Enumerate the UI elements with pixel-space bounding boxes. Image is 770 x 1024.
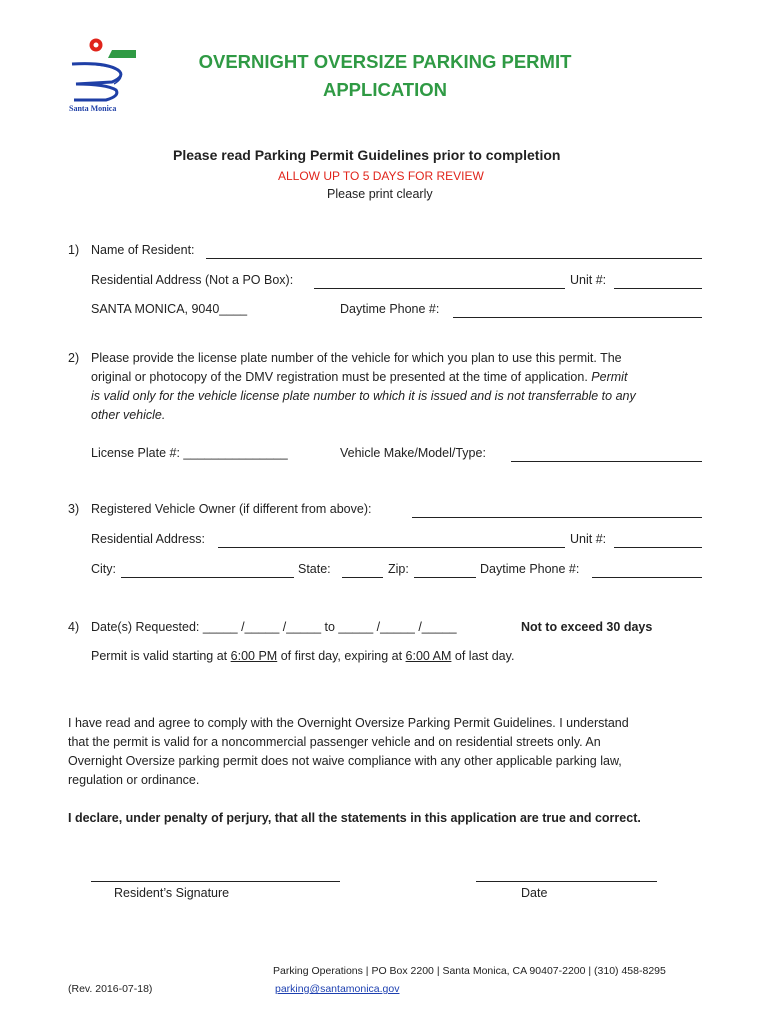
residential-address-field[interactable]: [314, 288, 565, 289]
vehicle-make-field[interactable]: [511, 461, 702, 462]
print-notice: Please print clearly: [327, 187, 433, 201]
section-4-number: 4): [68, 620, 80, 634]
vehicle-owner-label: Registered Vehicle Owner (if different from above):: [91, 502, 372, 516]
section-2-text-line4: other vehicle.: [91, 408, 166, 422]
agreement-line4: regulation or ordinance.: [68, 773, 200, 787]
city-zip-text[interactable]: SANTA MONICA, 9040____: [91, 302, 248, 316]
end-time: 6:00 AM: [405, 649, 452, 663]
vehicle-make-label: Vehicle Make/Model/Type:: [340, 446, 486, 460]
start-time: 6:00 PM: [230, 649, 278, 663]
agreement-line2: that the permit is valid for a noncommercial passenger vehicle and on residential streets only. An: [68, 735, 601, 749]
date-label: Date: [521, 886, 548, 900]
owner-unit-field[interactable]: [614, 547, 702, 548]
permit-validity-text: [91, 649, 514, 663]
santa-monica-logo-icon: [66, 34, 156, 104]
signature-field[interactable]: [91, 881, 340, 882]
daytime-phone-label: Daytime Phone #:: [340, 302, 440, 316]
valid-prefix: Permit is valid starting at: [91, 649, 228, 663]
license-plate-field[interactable]: License Plate #: _______________: [91, 446, 288, 460]
owner-address-label: Residential Address:: [91, 532, 205, 546]
resident-name-field[interactable]: [206, 258, 702, 259]
owner-unit-label: Unit #:: [570, 532, 607, 546]
section-3-number: 3): [68, 502, 80, 516]
owner-zip-label: Zip:: [388, 562, 409, 576]
owner-state-field[interactable]: [342, 577, 383, 578]
daytime-phone-field[interactable]: [453, 317, 702, 318]
logo-wordmark: Santa Monica: [69, 104, 117, 113]
section-1-number: 1): [68, 243, 80, 257]
agreement-line1: I have read and agree to comply with the Overnight Oversize Parking Permit Guidelines. I understand: [68, 716, 629, 730]
owner-address-field[interactable]: [218, 547, 565, 548]
signature-label: Resident’s Signature: [114, 886, 230, 900]
review-notice: ALLOW UP TO 5 DAYS FOR REVIEW: [278, 169, 484, 183]
section-2-text-line2: [91, 370, 627, 384]
guidelines-instruction: Please read Parking Permit Guidelines prior to completion: [173, 147, 561, 163]
owner-city-field[interactable]: [121, 577, 294, 578]
resident-name-label: Name of Resident:: [91, 243, 195, 257]
valid-suffix: of last day.: [454, 649, 515, 663]
dates-requested-field[interactable]: Date(s) Requested: _____ /_____ /_____ to _____ /_____ /_____: [91, 620, 457, 634]
section-2-text-line1: Please provide the license plate number of the vehicle for which you plan to use this permit. The: [91, 351, 622, 365]
section-2-text-line2a: original or photocopy of the DMV registration must be presented at the time of application.: [91, 370, 588, 384]
email-link[interactable]: parking@santamonica.gov: [275, 983, 400, 995]
owner-phone-field[interactable]: [592, 577, 702, 578]
footer-contact: Parking Operations | PO Box 2200 | Santa Monica, CA 90407-2200 | (310) 458-8295: [273, 965, 666, 977]
vehicle-owner-field[interactable]: [412, 517, 702, 518]
residential-address-label: Residential Address (Not a PO Box):: [91, 273, 294, 287]
page-title-line2: APPLICATION: [322, 79, 448, 100]
city-logo: [66, 34, 156, 114]
date-field[interactable]: [476, 881, 657, 882]
perjury-declaration: I declare, under penalty of perjury, that all the statements in this application are true and correct.: [68, 811, 641, 825]
owner-city-label: City:: [91, 562, 116, 576]
page-title-line1: OVERNIGHT OVERSIZE PARKING PERMIT: [198, 51, 572, 72]
section-2-text-line3: is valid only for the vehicle license plate number to which it is issued and is not transferrable to any: [91, 389, 636, 403]
limit-note: Not to exceed 30 days: [521, 620, 653, 634]
section-2-number: 2): [68, 351, 80, 365]
valid-middle: of first day, expiring at: [280, 649, 403, 663]
owner-zip-field[interactable]: [414, 577, 476, 578]
unit-label: Unit #:: [570, 273, 607, 287]
owner-state-label: State:: [298, 562, 331, 576]
owner-phone-label: Daytime Phone #:: [480, 562, 580, 576]
unit-field[interactable]: [614, 288, 702, 289]
agreement-line3: Overnight Oversize parking permit does not waive compliance with any other applicable parking law,: [68, 754, 622, 768]
revision-date: (Rev. 2016-07-18): [68, 983, 153, 995]
section-2-text-line2b: Permit: [591, 370, 628, 384]
